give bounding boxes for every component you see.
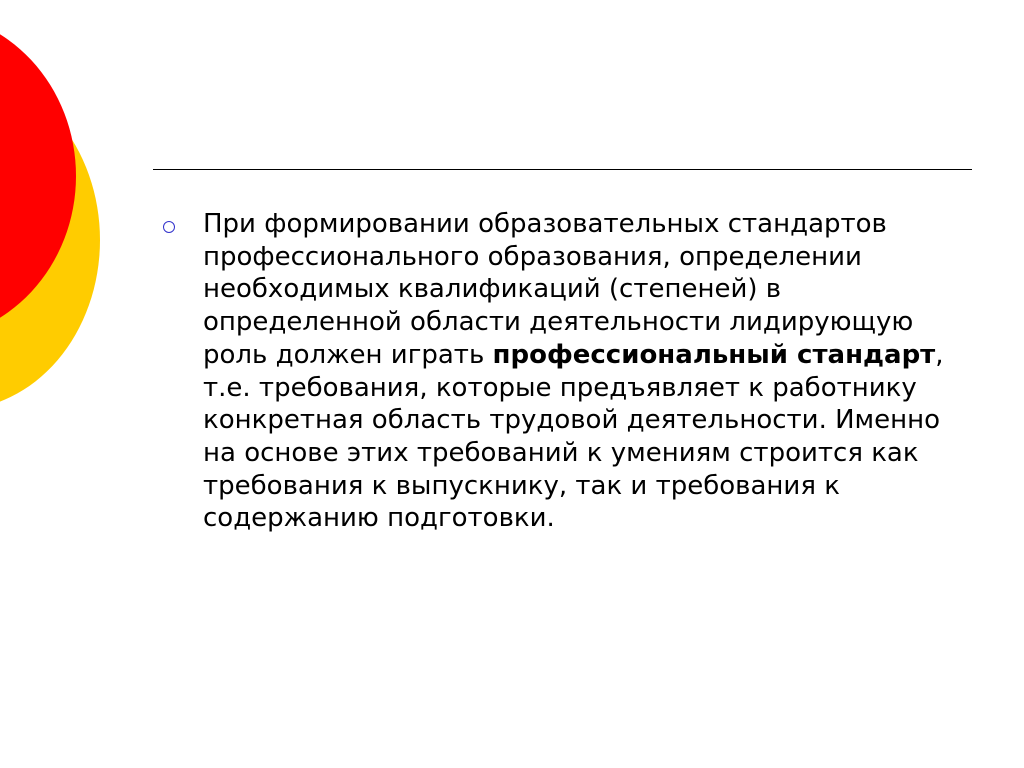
horizontal-divider xyxy=(153,169,972,170)
paragraph-part-2: , т.е. требования, которые предъявляет к работнику конкретная область трудовой деятельности. Именно на основе этих требований к умениям строится как требования к выпускнику, так и требования к содержанию подготовки. xyxy=(203,339,944,534)
paragraph xyxy=(203,208,963,535)
emphasis-professional-standard: профессиональный стандарт xyxy=(492,339,936,370)
bullet-item xyxy=(163,208,963,535)
paragraph-part-1: При формировании образовательных стандартов профессионального образования, определении необходимых квалификаций (степеней) в определенной области деятельности лидирующую роль должен играть xyxy=(203,209,914,370)
hollow-circle-icon xyxy=(163,221,175,233)
